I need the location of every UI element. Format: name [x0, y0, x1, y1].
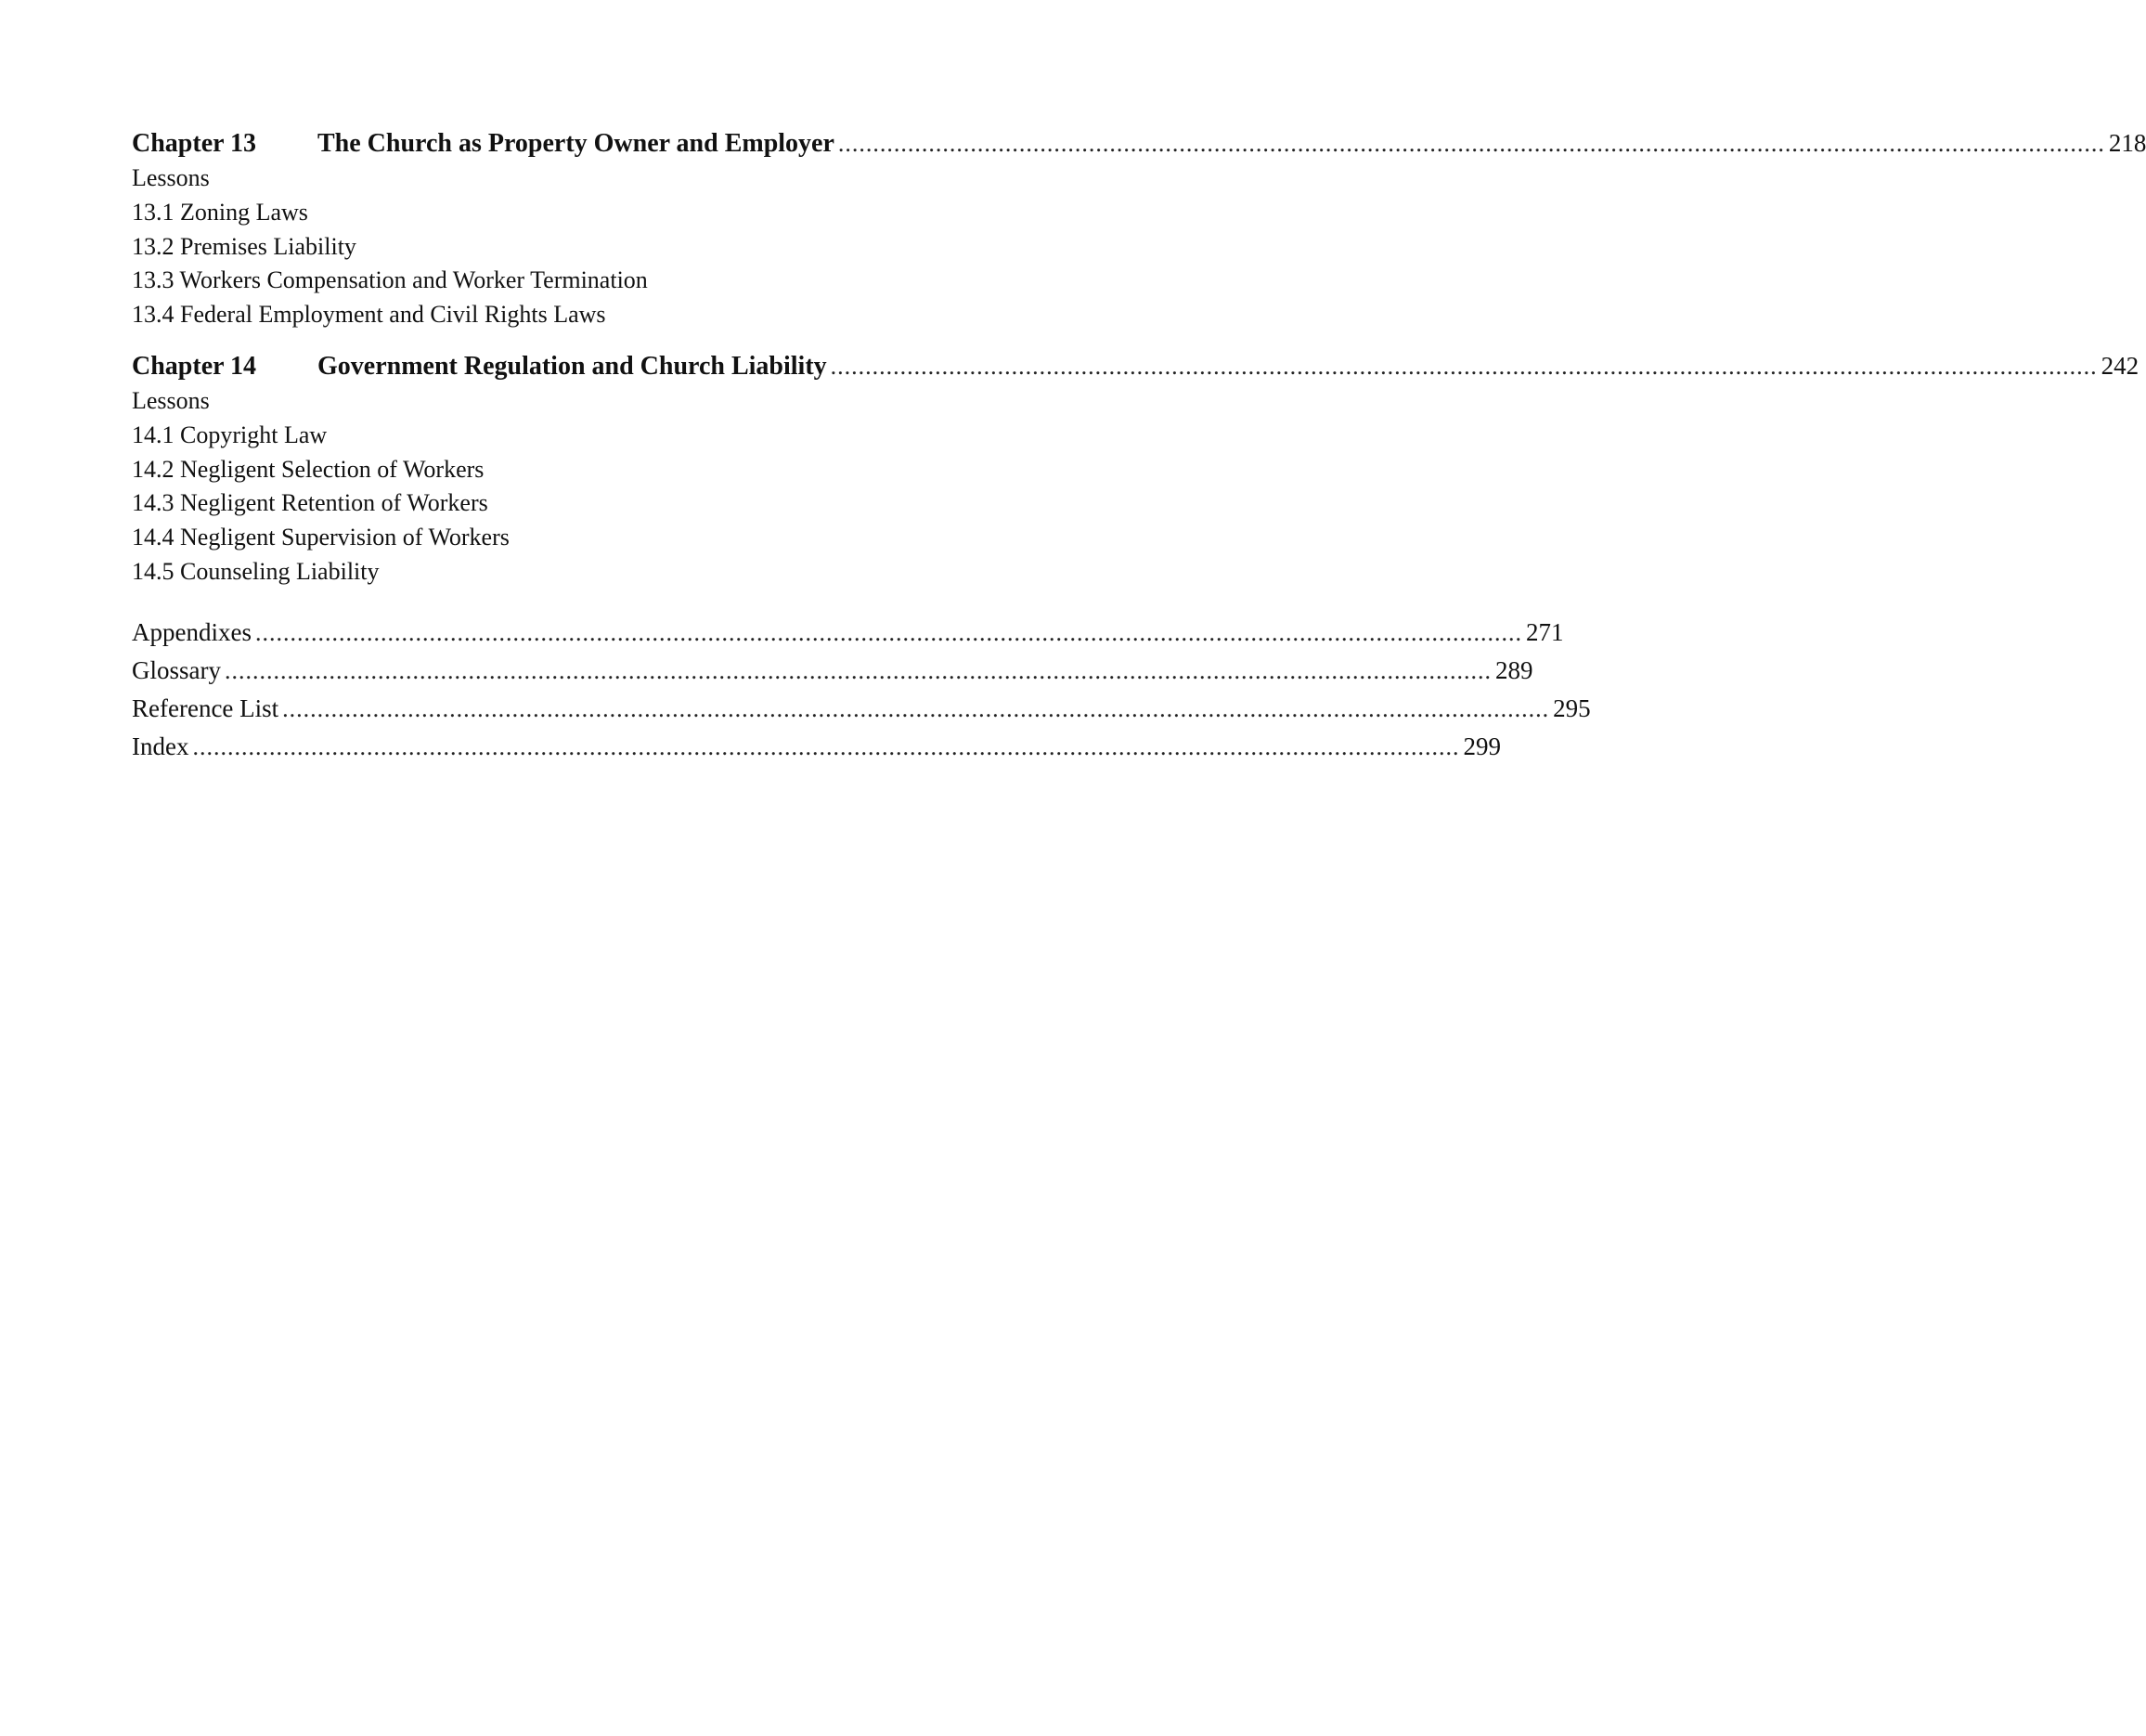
chapter-title: The Church as Property Owner and Employer	[317, 129, 834, 158]
lessons-label: Lessons	[132, 386, 210, 414]
toc-entry-glossary[interactable]	[132, 652, 1533, 690]
chapter-14-block	[132, 349, 2140, 589]
entry-label: Index	[132, 732, 189, 760]
lessons-label: Lessons	[132, 164, 210, 191]
toc-entry-appendixes[interactable]	[132, 614, 1564, 652]
entry-page-number: 299	[1463, 732, 1501, 760]
dot-leader: ......................................................................................................................................................................................	[254, 618, 1522, 646]
entry-page-number: 289	[1495, 655, 1533, 684]
chapter-13-heading[interactable]	[132, 126, 2146, 160]
lesson-list	[132, 162, 1030, 332]
lesson-item[interactable]: 14.1 Copyright Law	[132, 421, 328, 448]
entry-label: Appendixes	[132, 617, 252, 646]
entry-label: Reference List	[132, 693, 279, 722]
lesson-item[interactable]: 14.5 Counseling Liability	[132, 557, 380, 585]
entry-page-number: 271	[1525, 617, 1564, 646]
chapter-number: Chapter 14	[132, 351, 257, 381]
toc-entry-index[interactable]	[132, 728, 1501, 766]
chapter-number: Chapter 13	[132, 129, 257, 158]
table-of-contents	[132, 126, 2146, 766]
toc-entry-reference-list[interactable]	[132, 690, 1591, 728]
lesson-item[interactable]: 13.3 Workers Compensation and Worker Termination	[132, 266, 648, 294]
dot-leader: ......................................................................................................................................................................................	[837, 130, 2105, 157]
lesson-item[interactable]: 13.1 Zoning Laws	[132, 198, 308, 226]
chapter-page-number: 242	[2101, 351, 2140, 380]
entry-page-number: 295	[1553, 693, 1591, 722]
lesson-item[interactable]: 13.2 Premises Liability	[132, 232, 356, 260]
dot-leader: ......................................................................................................................................................................................	[830, 352, 2098, 380]
lesson-item[interactable]: 14.2 Negligent Selection of Workers	[132, 455, 485, 483]
chapter-title: Government Regulation and Church Liability	[317, 351, 827, 381]
lesson-item[interactable]: 14.4 Negligent Supervision of Workers	[132, 524, 510, 551]
back-matter-list	[132, 614, 1591, 766]
entry-label: Glossary	[132, 655, 221, 684]
chapter-13-block	[132, 126, 2146, 332]
dot-leader: ......................................................................................................................................................................................	[225, 656, 1492, 684]
lesson-item[interactable]: 14.3 Negligent Retention of Workers	[132, 489, 488, 517]
chapter-page-number: 218	[2108, 129, 2146, 157]
lesson-item[interactable]: 13.4 Federal Employment and Civil Rights Laws	[132, 301, 606, 329]
dot-leader: ......................................................................................................................................................................................	[192, 732, 1460, 760]
lesson-list	[132, 384, 1030, 589]
chapter-14-heading[interactable]	[132, 349, 2140, 382]
dot-leader: ......................................................................................................................................................................................	[282, 694, 1550, 722]
